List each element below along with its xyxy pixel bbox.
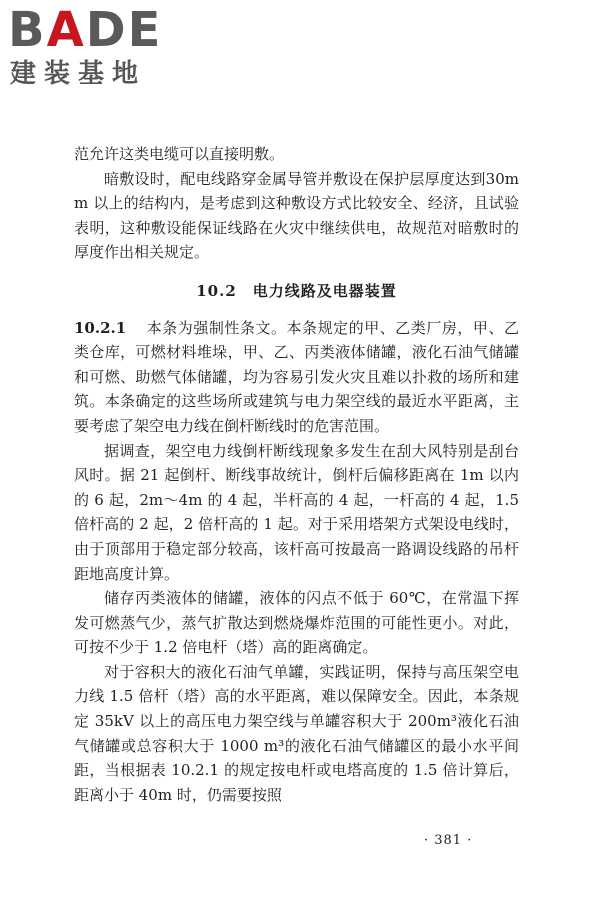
clause-text: 本条为强制性条文。本条规定的甲、乙类厂房，甲、乙类仓库，可燃材料堆垛，甲、乙、丙类液体储罐，液化石油气储罐和可燃、助燃气体储罐，均为容易引发火灾且难以扑救的场所和建筑。本条确定的这些场所或建筑与电力架空线的最近水平距离，主要考虑了架空电力线在倒杆断线时的危害范围。 xyxy=(74,318,519,435)
paragraph-lpg-tanks: 对于容积大的液化石油气单罐，实践证明，保持与高压架空电力线 1.5 倍杆（塔）高的水平距离，难以保障安全。因此，本条规定 35kV 以上的高压电力架空线与单罐容积大于 200m³液化石油气储罐或总容积大于 1000 m³的液化石油气储罐区的最小水平间距，当根据表 10.2.1 的规定按电杆或电塔高度的 1.5 倍计算后，距离小于 40m 时，仍需要按照 xyxy=(74,662,519,804)
paragraph-concealed-wiring: 暗敷设时，配电线路穿金属导管并敷设在保护层厚度达到30mm 以上的结构内，是考虑到这种敷设方式比较安全、经济，且试验表明，这种敷设能保证线路在火灾中继续供电，故规范对暗敷时的厚度作出相关规定。 xyxy=(74,169,519,262)
clause-number: 10.2.1 xyxy=(74,318,127,337)
logo-wordmark xyxy=(8,4,162,56)
section-heading: 10.2 电力线路及电器装置 xyxy=(196,281,397,300)
page-number: · 381 · xyxy=(424,833,473,848)
logo-letter-a-accent: A xyxy=(46,2,86,58)
logo-letter-b: B xyxy=(8,2,47,58)
clause-paragraph xyxy=(74,316,519,439)
logo-letters-de: DE xyxy=(85,2,163,58)
paragraph-investigation: 据调查，架空电力线倒杆断线现象多发生在刮大风特别是刮台风时。据 21 起倒杆、断线事故统计，倒杆后偏移距离在 1m 以内的 6 起，2m～4m 的 4 起，半杆高的 4 起，一杆高的 4 起，1.5 倍杆高的 2 起，2 倍杆高的 1 起。对于采用塔架方式架设电线时，由于顶部用于稳定部分较高，该杆高可按最高一路调设线路的吊杆距地高度计算。 xyxy=(74,441,519,583)
bade-logo xyxy=(8,4,178,90)
document-body xyxy=(74,142,519,807)
logo-subtitle: 建装基地 xyxy=(10,59,147,89)
paragraph-continuation: 范允许这类电缆可以直接明敷。 xyxy=(74,145,285,163)
paragraph-class-c-liquid: 储存丙类液体的储罐，液体的闪点不低于 60℃，在常温下挥发可燃蒸气少，蒸气扩散达到燃烧爆炸范围的可能性更小。对此，可按不少于 1.2 倍电杆（塔）高的距离确定。 xyxy=(74,589,519,657)
